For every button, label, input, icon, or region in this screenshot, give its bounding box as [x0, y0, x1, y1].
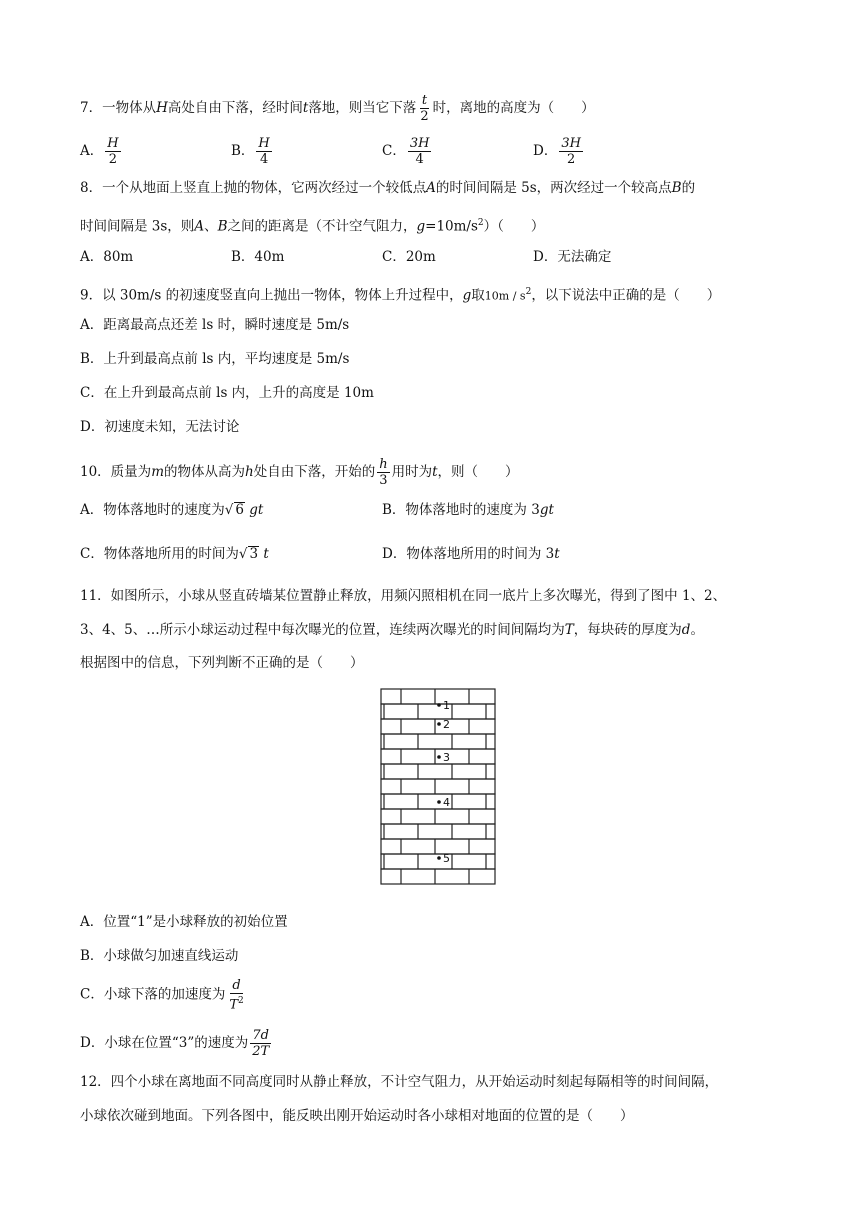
q10-text: 用时为	[391, 464, 433, 480]
q10-option-d	[382, 544, 560, 564]
sqrt-radicand: 6	[235, 502, 244, 518]
frac-den-sup: 2	[238, 996, 244, 1006]
option-label: C．	[382, 143, 406, 159]
ball-label: 2	[443, 718, 450, 731]
brick-row	[381, 719, 495, 734]
q9-sup: 2	[525, 287, 532, 297]
q8-option-b: B．40m	[231, 249, 285, 265]
frac-den: 2	[420, 109, 429, 124]
frac-den: 2	[566, 152, 576, 167]
q10-var-h: h	[245, 464, 254, 480]
brick-row	[381, 689, 495, 704]
q10-fraction	[377, 457, 389, 488]
q7-option-c	[382, 136, 433, 167]
q10-stem	[80, 457, 519, 488]
q11-var-d: d	[681, 622, 691, 638]
brick-row	[381, 854, 495, 869]
q10-text: 10．质量为	[80, 464, 152, 480]
frac-num: 3H	[409, 136, 430, 151]
frac-num: d	[232, 978, 241, 993]
q8-stem-line2	[80, 213, 544, 237]
q11-option-a: A．位置“1”是小球释放的初始位置	[80, 914, 288, 930]
q7-var-t: t	[302, 100, 309, 116]
q9-option-d: D．初速度未知，无法讨论	[80, 419, 240, 435]
q7-option-d	[533, 136, 585, 167]
ball-label: 1	[443, 699, 450, 712]
q11-text: 3、4、5、…所示小球运动过程中每次曝光的位置，连续两次曝光的时间间隔均为	[80, 622, 565, 638]
q8-text: 时间间隔是 3s，则	[80, 218, 195, 235]
q7-stem-text: 高处自由下落，经时间	[167, 100, 303, 116]
q11-stem-line2	[80, 620, 704, 640]
q11-text: 。	[690, 622, 704, 638]
q11-option-c	[80, 978, 248, 1012]
option-var: t	[554, 546, 560, 562]
q7-stem-text: 7．一物体从	[80, 100, 157, 116]
q8-text: ）（ ）	[483, 218, 545, 235]
ball-dot	[437, 703, 441, 707]
q7-option-a	[80, 136, 123, 167]
option-fraction	[408, 136, 432, 167]
q10-var-m: m	[151, 464, 164, 480]
brick-wall-figure	[379, 686, 499, 896]
brick-row	[381, 869, 495, 884]
option-label: B．	[231, 143, 255, 159]
q7-option-b	[231, 136, 274, 167]
frac-num: 7d	[252, 1028, 269, 1043]
q10-var-t: t	[432, 464, 438, 480]
q9-option-b: B．上升到最高点前 ls 内，平均速度是 5m/s	[80, 351, 350, 367]
q8-option-d: D．无法确定	[533, 249, 612, 265]
q8-text: =10m/s	[425, 218, 478, 235]
q8-stem-line1	[80, 178, 695, 198]
q11-var-T: T	[564, 622, 574, 638]
q9-option-a: A．距离最高点还差 ls 时，瞬时速度是 5m/s	[80, 317, 350, 333]
option-label: A．	[80, 143, 104, 159]
q7-var-H: H	[156, 100, 168, 116]
option-var: gt	[539, 502, 554, 518]
option-label: D．	[533, 143, 558, 159]
ball-dot	[437, 856, 441, 860]
frac-den: 4	[259, 152, 269, 167]
option-text: D．小球在位置“3”的速度为	[80, 1035, 249, 1051]
frac-num: H	[107, 136, 119, 151]
q9-text: ，以下说法中正确的是（ ）	[531, 287, 721, 304]
ball-dot	[437, 755, 441, 759]
q11-option-b: B．小球做匀加速直线运动	[80, 948, 239, 964]
q8-text: 之间的距离是（不计空气阻力，	[227, 218, 417, 235]
option-text: C．小球下落的加速度为	[80, 986, 226, 1003]
frac-den: 2	[108, 152, 118, 167]
option-text: A．物体落地时的速度为	[80, 502, 225, 518]
option-fraction	[227, 978, 245, 1012]
brick-row	[381, 809, 495, 824]
option-fraction	[250, 1028, 271, 1059]
brick-row	[381, 764, 495, 779]
frac-den-var: T	[229, 997, 239, 1013]
option-fraction	[559, 136, 583, 167]
q8-option-c: C．20m	[382, 249, 436, 265]
frac-num: t	[421, 93, 428, 108]
frac-num: 3H	[561, 136, 581, 151]
sqrt-sign: √	[238, 546, 248, 562]
q12-stem-line1: 12．四个小球在离地面不同高度同时从静止释放，不计空气阻力，从开始运动时刻起每隔相等的时间间隔，	[80, 1074, 719, 1090]
option-fraction	[256, 136, 271, 167]
option-fraction	[105, 136, 120, 167]
q8-var-B: B	[671, 180, 682, 196]
q10-option-b	[382, 500, 554, 520]
sqrt-sign: √	[224, 502, 234, 518]
brick-row	[381, 824, 495, 839]
q8-var-g: g	[416, 218, 426, 235]
frac-num: h	[379, 457, 388, 472]
q9-stem	[80, 282, 720, 307]
ball-positions	[437, 699, 450, 865]
brick-row	[381, 734, 495, 749]
q10-text: 处自由下落，开始的	[253, 464, 376, 480]
q7-fraction	[418, 93, 430, 124]
q10-text: ，则（ ）	[437, 464, 519, 480]
q10-option-a	[80, 500, 263, 520]
q8-var-B: B	[217, 218, 228, 235]
sqrt-radicand: 3	[249, 546, 259, 562]
option-text: C．物体落地所用的时间为	[80, 546, 239, 562]
q8-option-a: A．80m	[80, 249, 134, 265]
option-var: t	[263, 546, 269, 562]
q8-text: 的时间间隔是 5s，两次经过一个较高点	[435, 180, 672, 196]
frac-den: 2T	[252, 1044, 270, 1059]
q9-text: 9．以 30m/s 的初速度竖直向上抛出一物体，物体上升过程中，	[80, 287, 463, 304]
q8-text: 、	[204, 218, 218, 235]
frac-den	[227, 994, 245, 1012]
q9-text: 取	[471, 287, 485, 304]
q9-option-c: C．在上升到最高点前 ls 内，上升的高度是 10m	[80, 385, 374, 401]
frac-den: 3	[379, 473, 388, 488]
q12-stem-line2: 小球依次碰到地面。下列各图中，能反映出刚开始运动时各小球相对地面的位置的是（ ）	[80, 1108, 634, 1124]
q11-option-d	[80, 1028, 273, 1059]
q7-stem	[80, 93, 595, 124]
option-text: D．物体落地所用的时间为 3	[382, 546, 555, 562]
q8-text: 的	[681, 180, 696, 196]
q11-stem-line1: 11．如图所示，小球从竖直砖墙某位置静止释放，用频闪照相机在同一底片上多次曝光，得到了图中 1、2、	[80, 588, 727, 604]
option-var: gt	[249, 502, 264, 518]
q9-var-g: g	[462, 287, 472, 304]
ball-dot	[437, 722, 441, 726]
q11-stem-line3: 根据图中的信息，下列判断不正确的是（ ）	[80, 655, 364, 671]
q10-option-c	[80, 544, 269, 564]
ball-dot	[437, 800, 441, 804]
q9-unit: 10m / s	[484, 289, 526, 303]
brick-row	[381, 839, 495, 854]
q8-text: 8．一个从地面上竖直上抛的物体，它两次经过一个较低点	[80, 180, 427, 196]
q7-stem-text: 时，离地的高度为（ ）	[432, 100, 595, 116]
q8-var-A: A	[194, 218, 205, 235]
ball-label: 4	[443, 796, 450, 809]
ball-label: 5	[443, 852, 450, 865]
option-text: B．物体落地时的速度为 3	[382, 502, 540, 518]
frac-den: 4	[415, 152, 424, 167]
q8-var-A: A	[426, 180, 436, 196]
q10-text: 的物体从高为	[164, 464, 245, 480]
brick-row	[381, 779, 495, 794]
frac-num: H	[258, 136, 270, 151]
ball-label: 3	[443, 751, 450, 764]
q11-text: ，每块砖的厚度为	[573, 622, 682, 638]
q7-stem-text: 落地，则当它下落	[308, 100, 417, 116]
q8-sup: 2	[477, 218, 484, 228]
brick-rows	[381, 689, 495, 884]
